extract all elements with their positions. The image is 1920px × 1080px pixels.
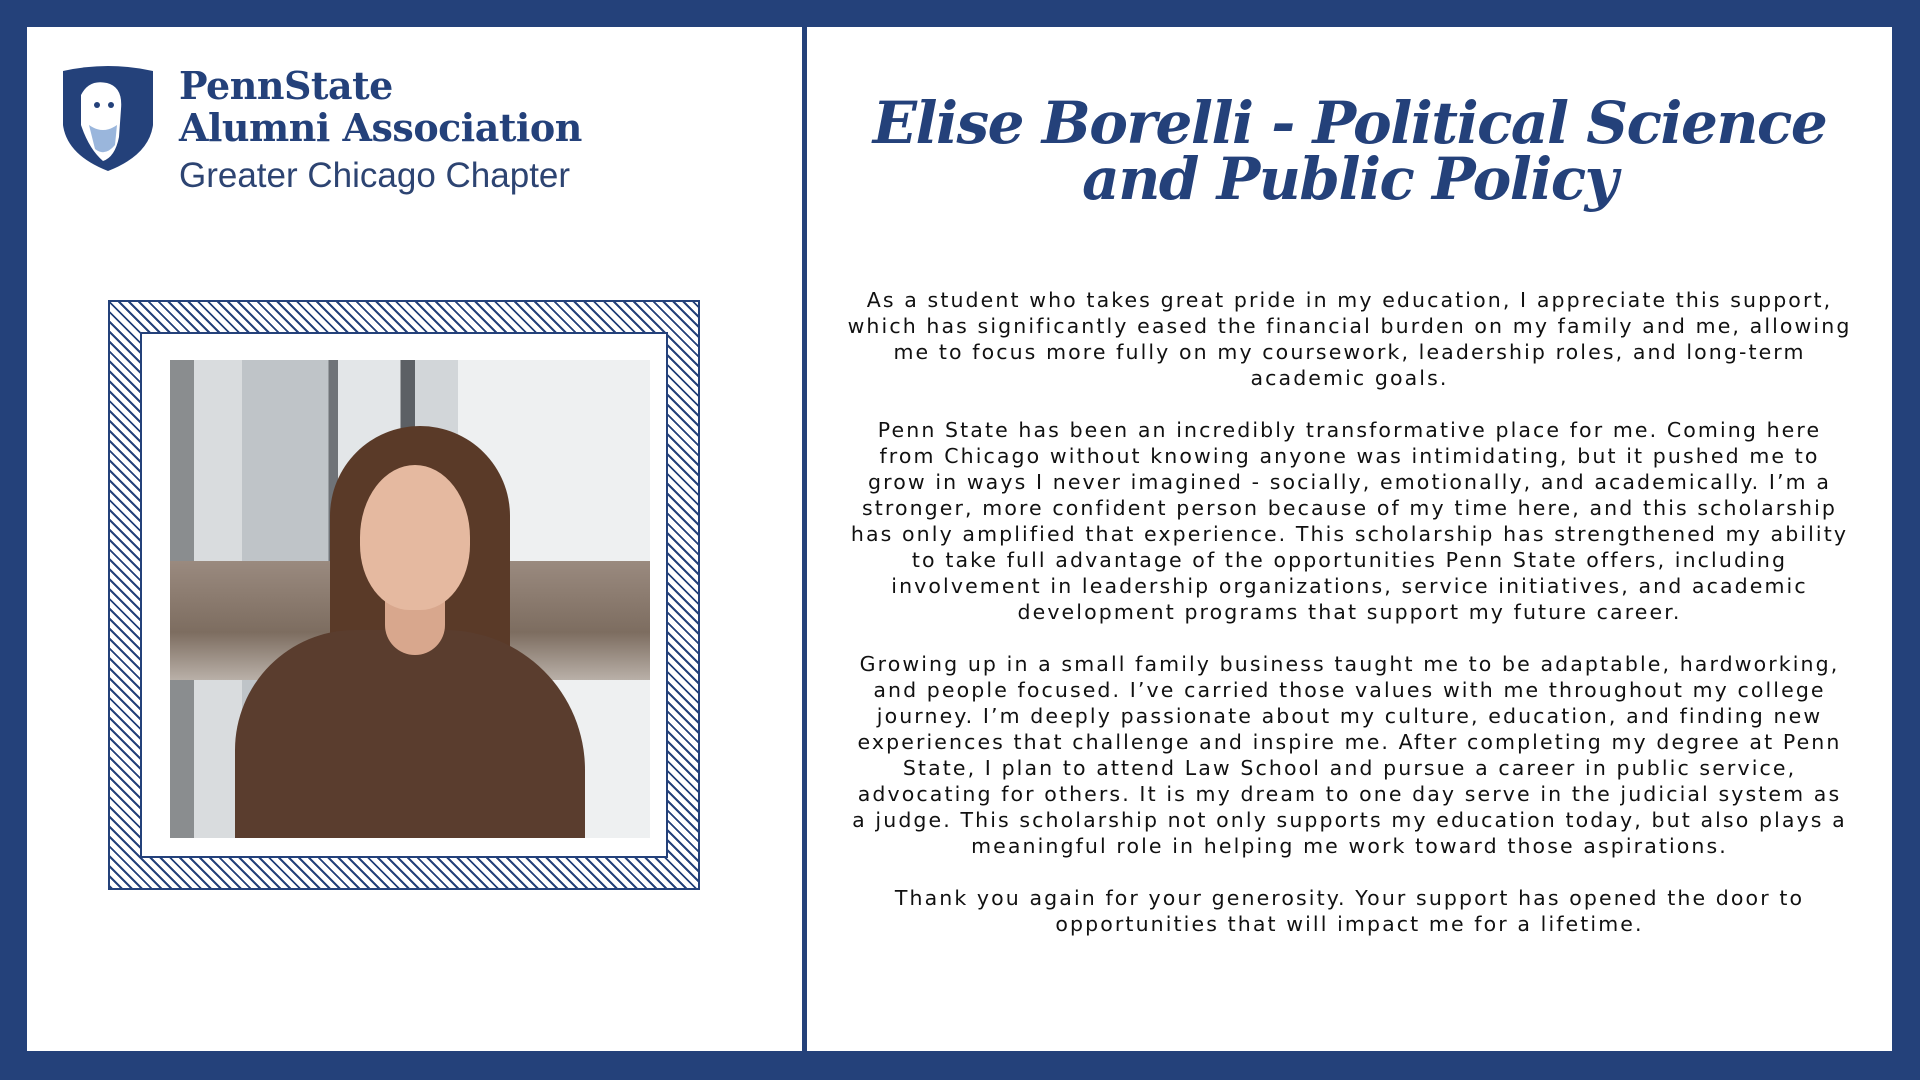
title-line-2: and Public Policy bbox=[1082, 145, 1617, 213]
left-panel bbox=[27, 27, 802, 1051]
nittany-lion-shield-icon bbox=[59, 65, 157, 173]
title-line-1: Elise Borelli - Political Science bbox=[872, 89, 1827, 157]
striped-photo-frame bbox=[108, 300, 700, 890]
scholarship-letter bbox=[847, 287, 1852, 963]
paragraph-3: Growing up in a small family business taught me to be adaptable, hardworking, and people focused. I’ve carried those values with me throughout my college journey. I’m deeply passionate about my culture, education, and finding new experiences that challenge and inspire me. After completing my degree at Penn State, I plan to attend Law School and pursue a career in public service, advocating for others. It is my dream to one day serve in the judicial system as a judge. This scholarship not only supports my education today, but also plays a meaningful role in helping me work toward those aspirations. bbox=[852, 652, 1847, 858]
logo-line-pennstate: PennState bbox=[179, 63, 393, 108]
penn-state-alumni-logo bbox=[59, 65, 582, 199]
paragraph-4: Thank you again for your generosity. Your support has opened the door to opportunities that will impact me for a lifetime. bbox=[894, 886, 1805, 936]
logo-line-chapter: Greater Chicago Chapter bbox=[179, 156, 571, 195]
logo-line-alumni-association: Alumni Association bbox=[179, 105, 582, 150]
paragraph-2: Penn State has been an incredibly transformative place for me. Coming here from Chicago without knowing anyone was intimidating, but it pushed me to grow in ways I never imagined - socially, emotionally, and academically. I’m a stronger, more confident person because of my time here, and this scholarship has only amplified that experience. This scholarship has strengthened my ability to take full advantage of the opportunities Penn State offers, including involvement in leadership organizations, service initiatives, and academic development programs that support my future career. bbox=[850, 418, 1849, 624]
page-title bbox=[807, 89, 1892, 213]
right-panel bbox=[807, 27, 1892, 1051]
student-portrait-photo bbox=[170, 360, 650, 838]
paragraph-1: As a student who takes great pride in my education, I appreciate this support, which has significantly eased the financial burden on my family and me, allowing me to focus more fully on my coursework, leadership roles, and long-term academic goals. bbox=[847, 288, 1852, 390]
